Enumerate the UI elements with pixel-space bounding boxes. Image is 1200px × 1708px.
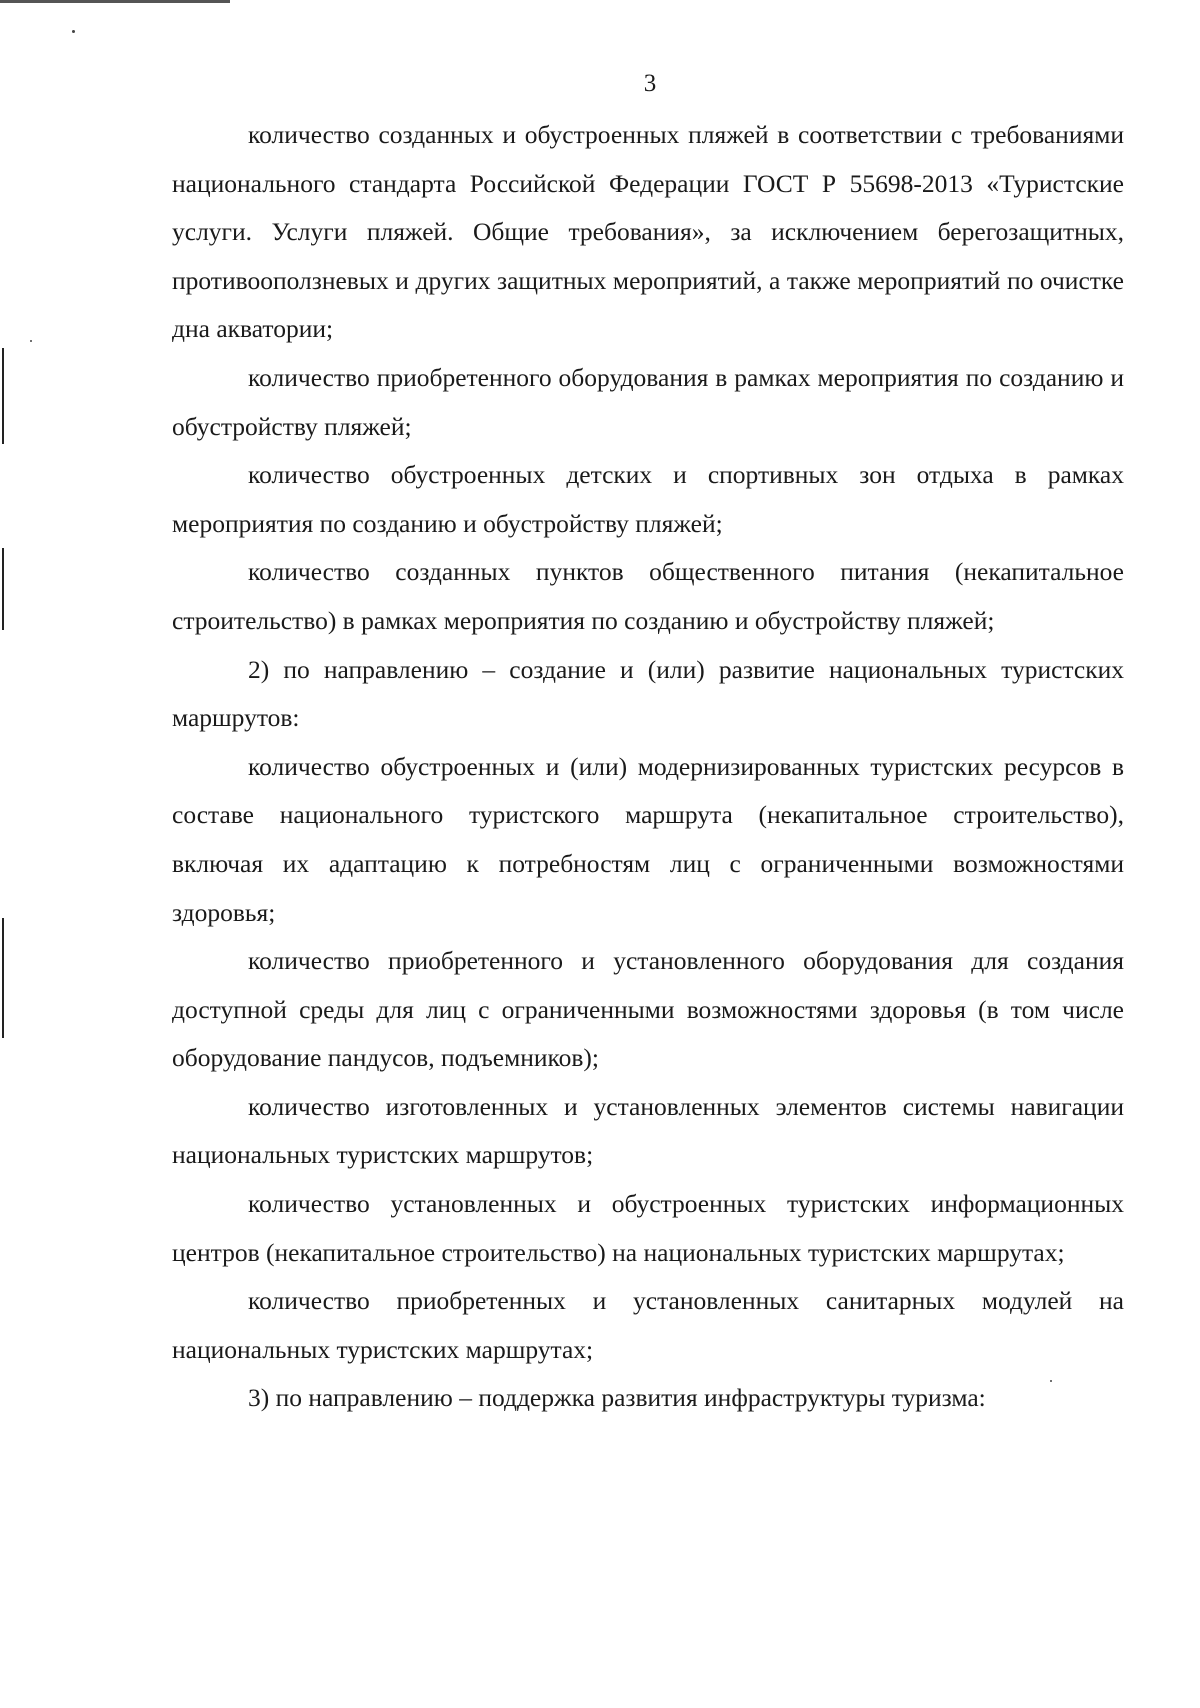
- paragraph: количество обустроенных детских и спортивных зон отдыха в рамках мероприятия по созданию и обустройству пляжей;: [172, 460, 1124, 538]
- paragraph: количество обустроенных и (или) модернизированных туристских ресурсов в составе национального туристского маршрута (некапитальное строительство), включая их адаптацию к потребностям лиц с ограниченными возможностями здоровья;: [172, 751, 1124, 927]
- paragraph: количество изготовленных и установленных элементов системы навигации национальных туристских маршрутов;: [172, 1091, 1124, 1170]
- paragraph: количество приобретенных и установленных санитарных модулей на национальных туристских маршрутах;: [172, 1286, 1124, 1364]
- page-number: 3: [643, 70, 657, 97]
- paragraph: количество установленных и обустроенных туристских информационных центров (некапитальное строительство) на национальных туристских маршрутах;: [172, 1189, 1124, 1267]
- paragraph: 2) по направлению – создание и (или) развитие национальных туристских маршрутов:: [172, 654, 1124, 733]
- scan-edge-left: [2, 548, 4, 630]
- paragraph: количество созданных и обустроенных пляжей в соответствии с требованиями национального стандарта Российской Федерации ГОСТ Р 55698-2013 «Туристские услуги. Услуги пляжей. Общие требования», за исключением берегозащитных, противооползневых и других защитных мероприятий, а также мероприятий по очистке дна акватории;: [172, 120, 1124, 344]
- paragraph: 3) по направлению – поддержка развития инфраструктуры туризма:: [248, 1383, 986, 1413]
- scan-edge-top: [0, 0, 230, 3]
- document-body: [172, 111, 1124, 1423]
- paragraph: количество созданных пунктов общественного питания (некапитальное строительство) в рамках мероприятия по созданию и обустройству пляжей;: [172, 557, 1124, 635]
- paragraph: количество приобретенного оборудования в рамках мероприятия по созданию и обустройству пляжей;: [172, 362, 1124, 441]
- scan-edge-left: [2, 918, 4, 1038]
- scan-speck: [30, 340, 32, 342]
- scan-speck: [72, 30, 75, 33]
- paragraph: количество приобретенного и установленного оборудования для создания доступной среды для лиц с ограниченными возможностями здоровья (в том числе оборудование пандусов, подъемников);: [172, 946, 1124, 1073]
- scan-edge-left: [2, 348, 4, 444]
